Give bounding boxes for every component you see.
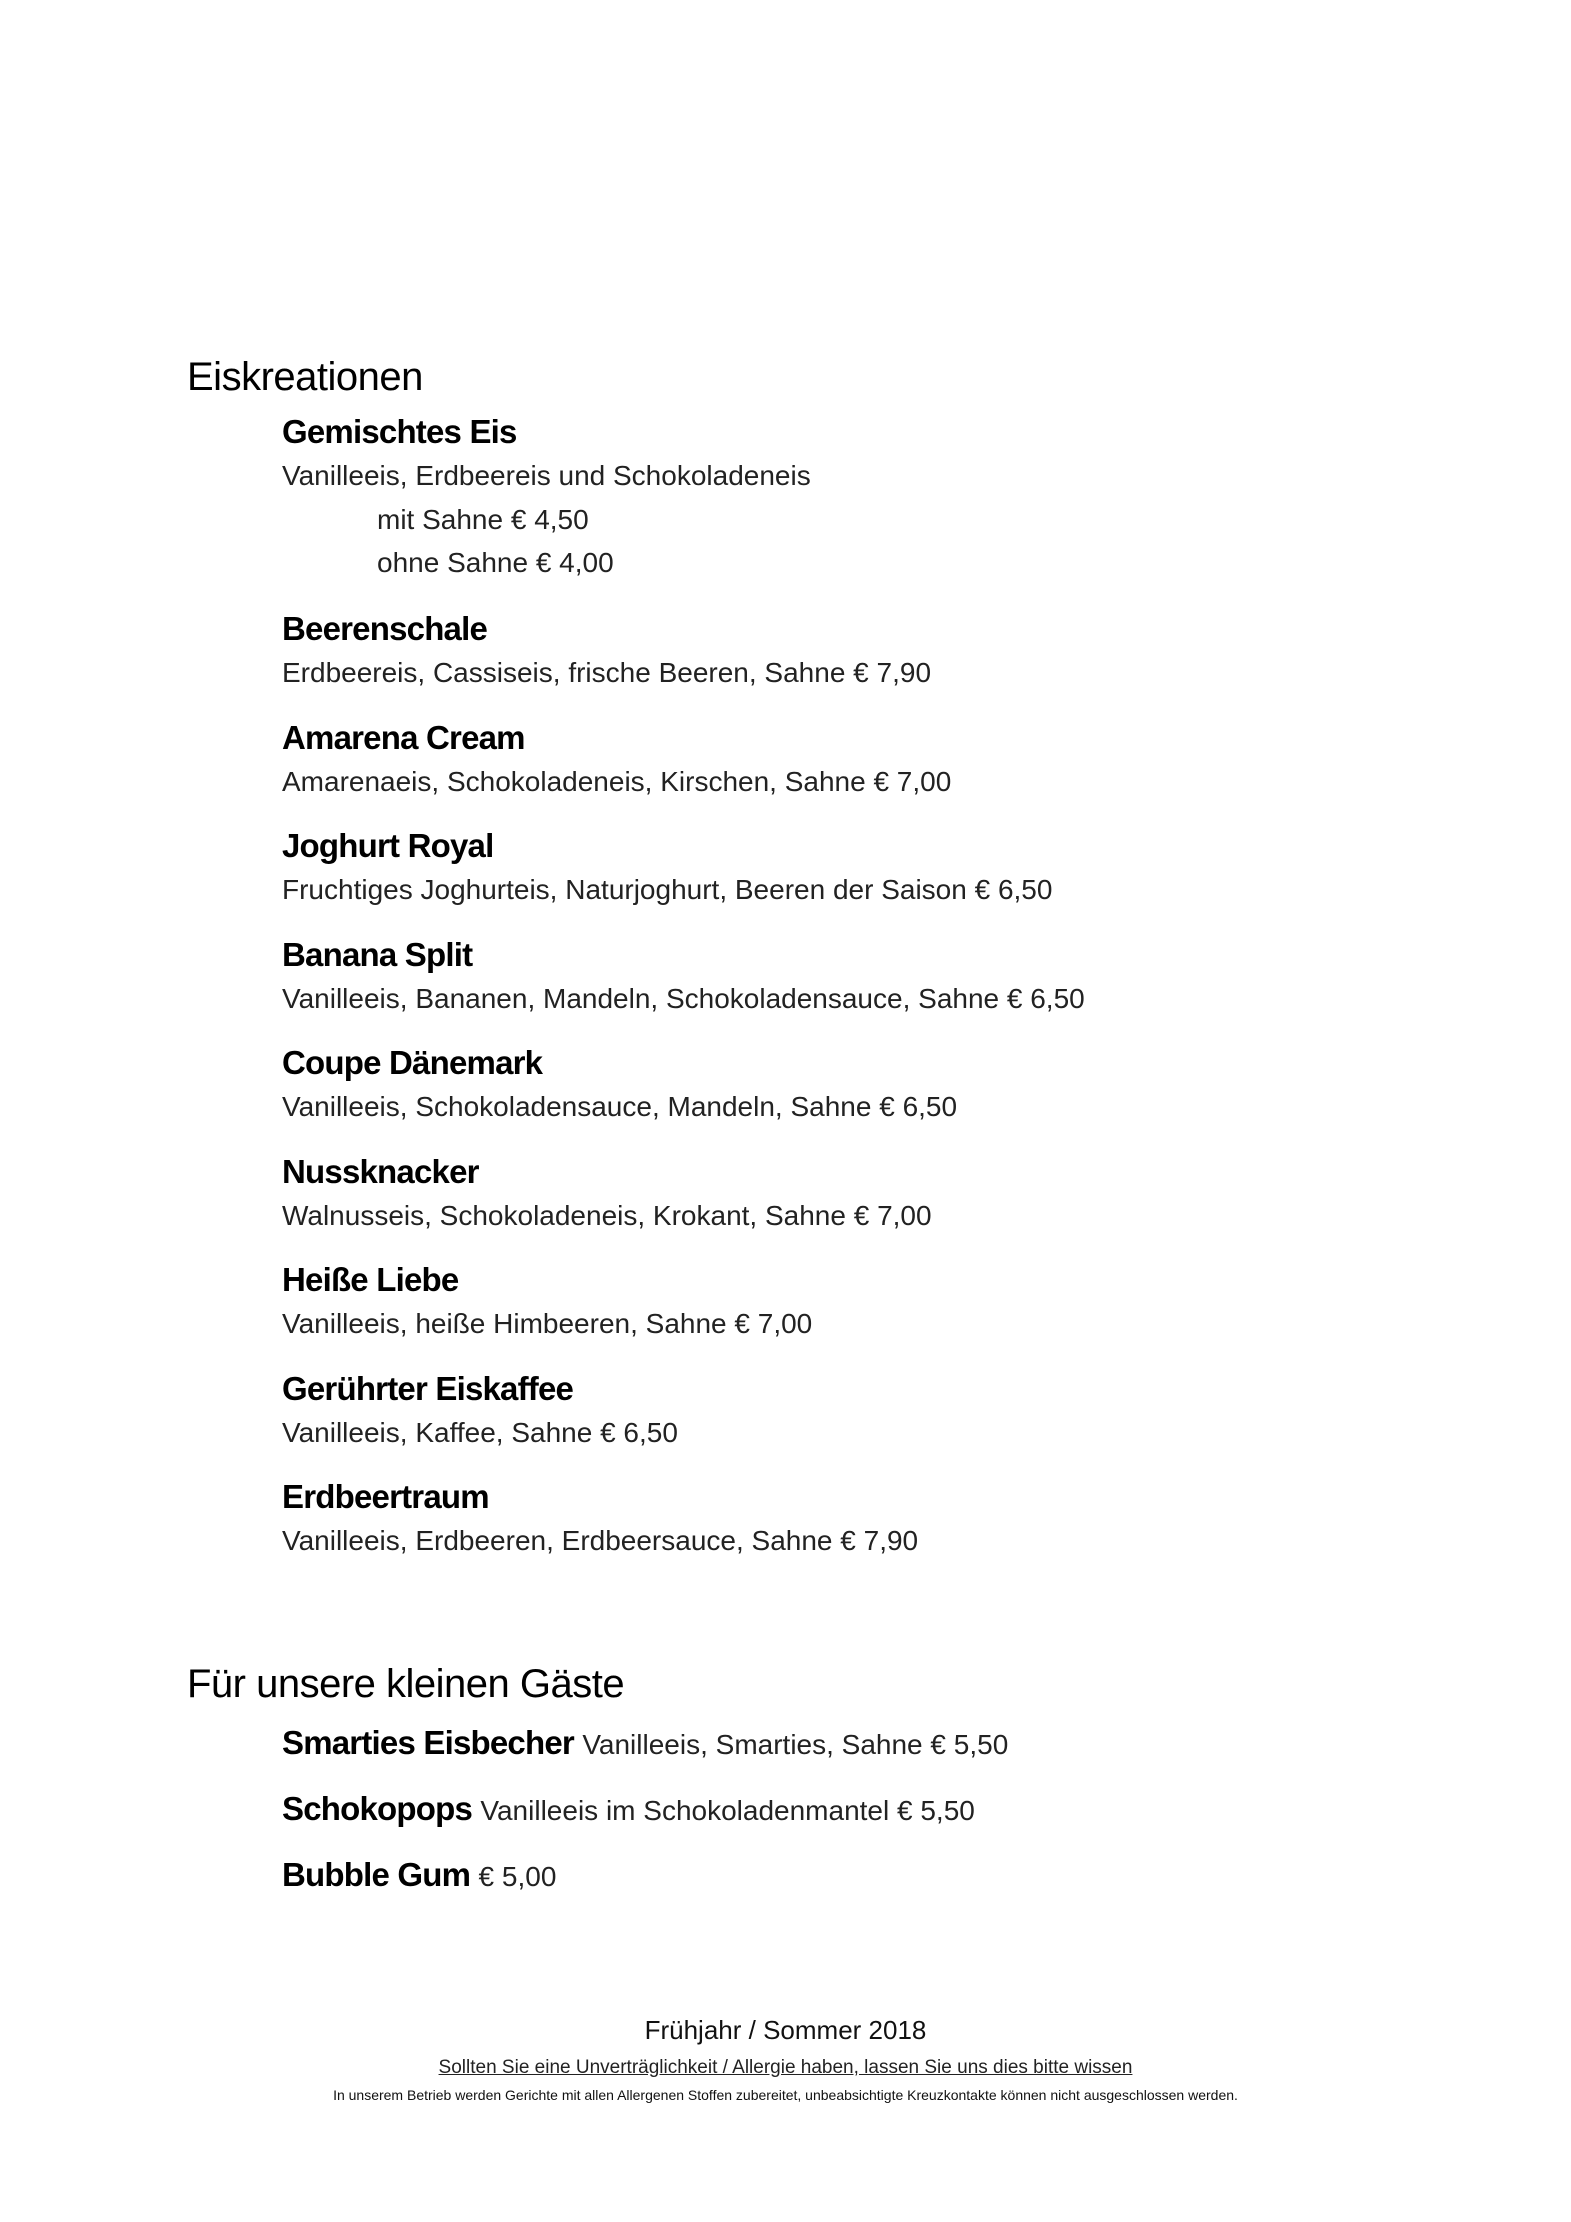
menu-item-banana-split bbox=[282, 933, 1085, 1021]
item-name: Smarties Eisbecher bbox=[282, 1724, 583, 1761]
item-description: Erdbeereis, Cassiseis, frische Beeren, Sahne € 7,90 bbox=[282, 657, 932, 688]
item-name: Erdbeertraum bbox=[282, 1478, 489, 1515]
menu-item-joghurt-royal bbox=[282, 824, 1052, 912]
item-name: Bubble Gum bbox=[282, 1856, 479, 1893]
item-name: Coupe Dänemark bbox=[282, 1044, 543, 1081]
menu-item-gemischtes-eis bbox=[282, 410, 811, 584]
item-name: Heiße Liebe bbox=[282, 1261, 459, 1298]
item-description: Walnusseis, Schokoladeneis, Krokant, Sahne € 7,00 bbox=[282, 1200, 932, 1231]
menu-item-beerenschale bbox=[282, 607, 931, 695]
item-description: Vanilleeis, Schokoladensauce, Mandeln, Sahne € 6,50 bbox=[282, 1091, 958, 1122]
item-description: Vanilleeis im Schokoladenmantel € 5,50 bbox=[480, 1795, 975, 1826]
item-description: Amarenaeis, Schokoladeneis, Kirschen, Sahne € 7,00 bbox=[282, 766, 952, 797]
item-description: Vanilleeis, Erdbeeren, Erdbeersauce, Sahne € 7,90 bbox=[282, 1525, 919, 1556]
item-name: Amarena Cream bbox=[282, 719, 525, 756]
item-description: Vanilleeis, Bananen, Mandeln, Schokoladensauce, Sahne € 6,50 bbox=[282, 983, 1085, 1014]
item-name: Gerührter Eiskaffee bbox=[282, 1370, 574, 1407]
item-name: Banana Split bbox=[282, 936, 473, 973]
item-description: € 5,00 bbox=[478, 1861, 557, 1892]
menu-item-amarena-cream bbox=[282, 716, 951, 804]
item-description: Vanilleeis, Erdbeereis und Schokoladeneis bbox=[282, 460, 811, 491]
section-title-eiskreationen: Eiskreationen bbox=[187, 355, 423, 399]
footer-season: Frühjahr / Sommer 2018 bbox=[644, 2015, 927, 2045]
menu-item-coupe-daenemark bbox=[282, 1041, 957, 1129]
item-description: Vanilleeis, heiße Himbeeren, Sahne € 7,00 bbox=[282, 1308, 813, 1339]
menu-item-erdbeertraum bbox=[282, 1475, 918, 1563]
menu-item-smarties-eisbecher bbox=[282, 1721, 1008, 1772]
menu-item-heisse-liebe bbox=[282, 1258, 812, 1346]
item-name: Nussknacker bbox=[282, 1153, 479, 1190]
section-title-kinder: Für unsere kleinen Gäste bbox=[187, 1662, 625, 1706]
item-name: Schokopops bbox=[282, 1790, 481, 1827]
price-option: ohne Sahne € 4,00 bbox=[377, 547, 614, 578]
price-option: mit Sahne € 4,50 bbox=[377, 504, 589, 535]
menu-item-bubble-gum bbox=[282, 1853, 556, 1904]
item-name: Joghurt Royal bbox=[282, 827, 494, 864]
menu-item-nussknacker bbox=[282, 1150, 932, 1238]
menu-item-schokopops bbox=[282, 1787, 975, 1838]
item-description: Vanilleeis, Kaffee, Sahne € 6,50 bbox=[282, 1417, 678, 1448]
item-description: Fruchtiges Joghurteis, Naturjoghurt, Beeren der Saison € 6,50 bbox=[282, 874, 1053, 905]
footer-disclaimer: In unserem Betrieb werden Gerichte mit allen Allergenen Stoffen zubereitet, unbeabsichtigte Kreuzkontakte können nicht ausgeschlossen werden. bbox=[333, 2087, 1238, 2103]
footer-allergy-note: Sollten Sie eine Unverträglichkeit / Allergie haben, lassen Sie uns dies bitte wissen bbox=[438, 2057, 1133, 2078]
item-name: Gemischtes Eis bbox=[282, 413, 517, 450]
menu-item-geruehrter-eiskaffee bbox=[282, 1367, 678, 1455]
item-description: Vanilleeis, Smarties, Sahne € 5,50 bbox=[582, 1729, 1009, 1760]
item-name: Beerenschale bbox=[282, 610, 488, 647]
